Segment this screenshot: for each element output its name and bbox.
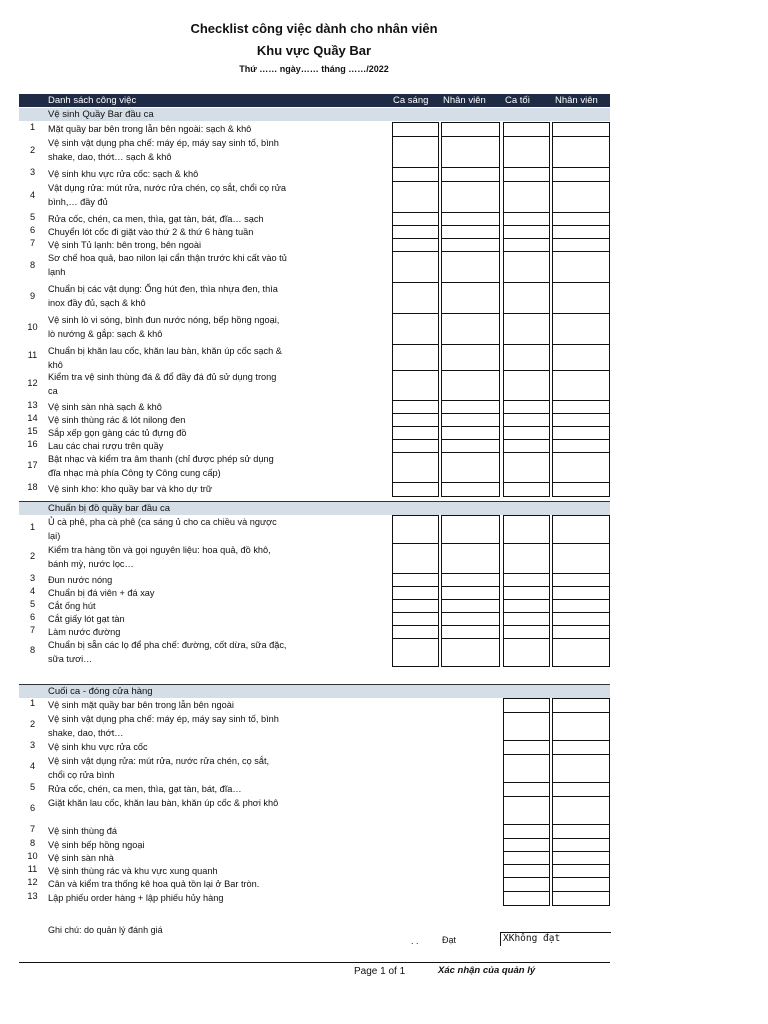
evening-staff-cell[interactable] (552, 452, 610, 483)
morning-staff-cell[interactable] (441, 543, 500, 574)
row-number: 2 (29, 551, 36, 561)
morning-check-cell[interactable] (392, 251, 439, 283)
evening-staff-cell[interactable] (552, 400, 610, 414)
morning-check-cell[interactable] (392, 515, 439, 544)
column-header-staff-evening: Nhân viên (555, 95, 598, 106)
row-number: 6 (29, 612, 36, 622)
morning-staff-cell[interactable] (441, 426, 500, 440)
evening-check-cell[interactable] (503, 864, 550, 878)
evening-staff-cell[interactable] (552, 238, 610, 252)
row-number: 3 (29, 740, 36, 750)
task-text: Rửa cốc, chén, ca men, thìa, gạt tàn, bát, đĩa… (48, 784, 242, 794)
date-line: Thứ …… ngày…… tháng ……/2022 (239, 64, 389, 74)
evening-check-cell[interactable] (503, 796, 550, 825)
evening-staff-cell[interactable] (552, 122, 610, 137)
row-number: 5 (29, 212, 36, 222)
row-number: 6 (29, 803, 36, 813)
table-row (19, 782, 610, 796)
row-number: 9 (29, 290, 36, 301)
evening-check-cell[interactable] (503, 122, 550, 137)
row-number: 11 (27, 350, 38, 360)
row-number: 7 (29, 824, 36, 834)
morning-staff-cell[interactable] (441, 344, 500, 371)
table-row (19, 573, 610, 586)
evening-staff-cell[interactable] (552, 282, 610, 314)
evening-check-cell[interactable] (503, 238, 550, 252)
table-row (19, 625, 610, 638)
evening-check-cell[interactable] (503, 712, 550, 741)
page-number: Page 1 of 1 (354, 966, 406, 977)
evening-staff-cell[interactable] (552, 612, 610, 626)
evening-check-cell[interactable] (503, 740, 550, 755)
morning-staff-cell[interactable] (441, 282, 500, 314)
evening-staff-cell[interactable] (552, 439, 610, 453)
task-text: Vệ sinh khu vực rửa cốc (48, 742, 148, 752)
table-row (19, 400, 610, 413)
row-number: 4 (29, 586, 36, 596)
morning-staff-cell[interactable] (441, 413, 500, 427)
evening-staff-cell[interactable] (552, 136, 610, 168)
task-text: Vệ sinh thùng đá (48, 826, 117, 836)
table-row (19, 313, 610, 344)
evening-staff-cell[interactable] (552, 638, 610, 667)
section-header (19, 108, 610, 121)
table-row (19, 698, 610, 712)
morning-staff-cell[interactable] (441, 439, 500, 453)
table-row (19, 122, 610, 136)
morning-check-cell[interactable] (392, 181, 439, 213)
table-row (19, 638, 610, 666)
evening-staff-cell[interactable] (552, 413, 610, 427)
evening-check-cell[interactable] (503, 413, 550, 427)
morning-staff-cell[interactable] (441, 625, 500, 639)
task-text: Chuyển lót cốc đi giặt vào thứ 2 & thứ 6 hàng tuần (48, 227, 254, 237)
task-text: Vệ sinh thùng rác & lót nilong đen (48, 415, 186, 425)
task-text: Chuẩn bị đá viên + đá xay (48, 588, 155, 598)
task-text: Sơ chế hoa quả, bao nilon lại cẩn thận trước khi cất vào tủ lạnh (48, 253, 287, 277)
task-text: Vệ sinh lò vi sóng, bình đun nước nóng, bếp hồng ngoại, lò nướng & gắp: sạch & khô (48, 315, 280, 339)
row-number: 10 (27, 851, 38, 861)
morning-staff-cell[interactable] (441, 238, 500, 252)
evening-staff-cell[interactable] (552, 573, 610, 587)
evening-staff-cell[interactable] (552, 225, 610, 239)
column-header-evening: Ca tối (505, 95, 530, 106)
morning-check-cell[interactable] (392, 282, 439, 314)
row-number: 4 (29, 189, 36, 200)
morning-check-cell[interactable] (392, 638, 439, 667)
morning-check-cell[interactable] (392, 136, 439, 168)
morning-check-cell[interactable] (392, 413, 439, 427)
evening-check-cell[interactable] (503, 891, 550, 906)
evening-staff-cell[interactable] (552, 877, 610, 892)
column-header-task: Danh sách công việc (48, 95, 137, 106)
evening-staff-cell[interactable] (552, 426, 610, 440)
row-number: 14 (27, 413, 38, 423)
morning-check-cell[interactable] (392, 122, 439, 137)
row-number: 7 (29, 625, 36, 635)
table-row (19, 796, 610, 824)
footer-dots: . . (411, 936, 419, 946)
evening-check-cell[interactable] (503, 638, 550, 667)
table-row (19, 426, 610, 439)
table-row (19, 612, 610, 625)
evening-staff-cell[interactable] (552, 543, 610, 574)
morning-staff-cell[interactable] (441, 515, 500, 544)
table-row (19, 181, 610, 212)
task-text: Vệ sinh bếp hồng ngoại (48, 840, 145, 850)
task-text: Kiểm tra hàng tồn và gọi nguyên liệu: hoa quả, đồ khô, bánh mỳ, nước lọc… (48, 545, 271, 569)
table-row (19, 712, 610, 740)
evening-check-cell[interactable] (503, 370, 550, 401)
row-number: 8 (29, 838, 36, 848)
section-header (19, 684, 610, 698)
evening-staff-cell[interactable] (552, 625, 610, 639)
manager-confirmation: Xác nhận của quản lý (438, 965, 536, 976)
row-number: 5 (29, 782, 36, 792)
table-row (19, 482, 610, 496)
evening-check-cell[interactable] (503, 400, 550, 414)
row-number: 3 (29, 167, 36, 177)
morning-check-cell[interactable] (392, 426, 439, 440)
morning-check-cell[interactable] (392, 225, 439, 239)
row-number: 2 (29, 144, 36, 155)
task-text: Lập phiếu order hàng + lập phiếu hủy hàng (48, 893, 224, 903)
morning-check-cell[interactable] (392, 370, 439, 401)
table-row (19, 225, 610, 238)
evening-check-cell[interactable] (503, 782, 550, 797)
evening-staff-cell[interactable] (552, 515, 610, 544)
evening-check-cell[interactable] (503, 426, 550, 440)
morning-staff-cell[interactable] (441, 181, 500, 213)
morning-staff-cell[interactable] (441, 136, 500, 168)
evening-check-cell[interactable] (503, 181, 550, 213)
evening-check-cell[interactable] (503, 586, 550, 600)
morning-staff-cell[interactable] (441, 212, 500, 226)
morning-staff-cell[interactable] (441, 313, 500, 345)
task-text: Vật dụng rửa: mút rửa, nước rửa chén, cọ sắt, chổi cọ rửa bình,… đầy đủ (48, 183, 286, 207)
evening-staff-cell[interactable] (552, 782, 610, 797)
evening-check-cell[interactable] (503, 599, 550, 613)
table-row (19, 824, 610, 838)
evening-check-cell[interactable] (503, 625, 550, 639)
row-number: 2 (29, 719, 36, 729)
table-row (19, 864, 610, 877)
evening-check-cell[interactable] (503, 573, 550, 587)
evening-staff-cell[interactable] (552, 851, 610, 865)
row-number: 12 (27, 877, 38, 887)
morning-check-cell[interactable] (392, 625, 439, 639)
table-row (19, 370, 610, 400)
row-number: 1 (29, 698, 36, 708)
table-row (19, 238, 610, 251)
morning-check-cell[interactable] (392, 212, 439, 226)
evening-staff-cell[interactable] (552, 864, 610, 878)
evening-staff-cell[interactable] (552, 212, 610, 226)
evening-staff-cell[interactable] (552, 167, 610, 182)
row-number: 3 (29, 573, 36, 583)
table-row (19, 282, 610, 313)
morning-staff-cell[interactable] (441, 586, 500, 600)
section-title: Chuẩn bị đồ quầy bar đầu ca (48, 503, 171, 514)
task-text: Vệ sinh vật dụng pha chế: máy ép, máy say sinh tố, bình shake, dao, thớt… (48, 714, 279, 738)
morning-check-cell[interactable] (392, 586, 439, 600)
table-header (19, 94, 610, 107)
evening-staff-cell[interactable] (552, 251, 610, 283)
morning-check-cell[interactable] (392, 344, 439, 371)
table-row (19, 439, 610, 452)
row-number: 8 (29, 259, 36, 270)
evening-check-cell[interactable] (503, 838, 550, 852)
row-number: 16 (27, 439, 38, 449)
morning-staff-cell[interactable] (441, 599, 500, 613)
morning-staff-cell[interactable] (441, 167, 500, 182)
evening-check-cell[interactable] (503, 452, 550, 483)
footer-note: Ghi chú: do quản lý đánh giá (48, 925, 163, 935)
evening-check-cell[interactable] (503, 439, 550, 453)
morning-staff-cell[interactable] (441, 573, 500, 587)
table-row (19, 413, 610, 426)
table-row (19, 740, 610, 754)
morning-staff-cell[interactable] (441, 612, 500, 626)
morning-check-cell[interactable] (392, 313, 439, 345)
morning-staff-cell[interactable] (441, 638, 500, 667)
evening-check-cell[interactable] (503, 877, 550, 892)
section-header (19, 501, 610, 515)
evening-staff-cell[interactable] (552, 838, 610, 852)
task-text: Mặt quầy bar bên trong lẫn bên ngoài: sạch & khô (48, 124, 252, 134)
page-title: Checklist công việc dành cho nhân viên (190, 21, 438, 36)
evening-staff-cell[interactable] (552, 599, 610, 613)
evening-check-cell[interactable] (503, 313, 550, 345)
evening-staff-cell[interactable] (552, 482, 610, 497)
morning-check-cell[interactable] (392, 167, 439, 182)
row-number: 15 (27, 426, 38, 436)
evening-staff-cell[interactable] (552, 370, 610, 401)
row-number: 5 (29, 599, 36, 609)
table-row (19, 167, 610, 181)
page-subtitle: Khu vực Quầy Bar (256, 43, 372, 58)
evening-check-cell[interactable] (503, 612, 550, 626)
morning-check-cell[interactable] (392, 482, 439, 497)
morning-staff-cell[interactable] (441, 370, 500, 401)
footer-rule (19, 962, 610, 963)
evening-check-cell[interactable] (503, 754, 550, 783)
row-number: 13 (27, 400, 38, 410)
column-header-staff-morning: Nhân viên (443, 95, 486, 106)
morning-staff-cell[interactable] (441, 452, 500, 483)
evening-staff-cell[interactable] (552, 824, 610, 839)
morning-check-cell[interactable] (392, 599, 439, 613)
evening-check-cell[interactable] (503, 824, 550, 839)
table-row (19, 891, 610, 905)
table-row (19, 838, 610, 851)
morning-check-cell[interactable] (392, 238, 439, 252)
table-row (19, 543, 610, 573)
table-row (19, 251, 610, 282)
evening-check-cell[interactable] (503, 225, 550, 239)
task-text: Chuẩn bị các vật dụng: Ống hút đen, thìa nhựa đen, thìa inox đầy đủ, sạch & khô (48, 284, 278, 308)
task-text: Cắt giấy lót gạt tàn (48, 614, 125, 624)
evening-staff-cell[interactable] (552, 181, 610, 213)
morning-check-cell[interactable] (392, 452, 439, 483)
section-title: Vệ sinh Quầy Bar đầu ca (48, 109, 154, 120)
task-text: Vệ sinh vật dụng pha chế: máy ép, máy say sinh tố, bình shake, dao, thớt… sạch & khô (48, 138, 279, 162)
evening-check-cell[interactable] (503, 167, 550, 182)
row-number: 6 (29, 225, 36, 235)
column-header-morning: Ca sáng (393, 95, 429, 106)
morning-staff-cell[interactable] (441, 400, 500, 414)
table-row (19, 344, 610, 370)
task-text: Chuẩn bị sẵn các lọ để pha chế: đường, cốt dừa, sữa đặc, sữa tươi… (48, 640, 287, 664)
row-number: 8 (29, 645, 36, 655)
pass-label: Đạt (442, 935, 457, 945)
evening-check-cell[interactable] (503, 482, 550, 497)
row-number: 1 (29, 122, 36, 132)
task-text: Đun nước nóng (48, 575, 113, 585)
row-number: 17 (27, 460, 38, 470)
task-text: Làm nước đường (48, 627, 121, 637)
row-number: 10 (27, 321, 38, 332)
row-number: 11 (27, 864, 38, 874)
fail-label: XKhông đạt (503, 933, 561, 944)
row-number: 7 (29, 238, 36, 248)
morning-check-cell[interactable] (392, 400, 439, 414)
row-number: 13 (27, 891, 38, 901)
evening-staff-cell[interactable] (552, 313, 610, 345)
table-row (19, 515, 610, 543)
table-row (19, 754, 610, 782)
task-text: Vệ sinh khu vực rửa cốc: sạch & khô (48, 169, 199, 179)
evening-check-cell[interactable] (503, 282, 550, 314)
task-text: Kiểm tra vệ sinh thùng đá & đổ đầy đá đủ sử dụng trong ca (48, 372, 277, 396)
task-text: Vệ sinh Tủ lạnh: bên trong, bên ngoài (48, 240, 202, 250)
evening-staff-cell[interactable] (552, 891, 610, 906)
task-text: Vệ sinh sàn nhà (48, 853, 114, 863)
morning-staff-cell[interactable] (441, 122, 500, 137)
task-text: Vệ sinh kho: kho quầy bar và kho dự trữ (48, 484, 212, 494)
evening-staff-cell[interactable] (552, 698, 610, 713)
table-row (19, 586, 610, 599)
task-text: Giặt khăn lau cốc, khăn lau bàn, khăn úp cốc & phơi khô (48, 798, 279, 808)
evening-check-cell[interactable] (503, 136, 550, 168)
evening-check-cell[interactable] (503, 698, 550, 713)
row-number: 1 (29, 522, 36, 532)
evening-check-cell[interactable] (503, 344, 550, 371)
table-row (19, 452, 610, 482)
task-text: Lau các chai rượu trên quầy (48, 441, 164, 451)
task-text: Chuẩn bị khăn lau cốc, khăn lau bàn, khăn úp cốc sạch & khô (48, 346, 282, 370)
evening-check-cell[interactable] (503, 251, 550, 283)
evening-staff-cell[interactable] (552, 754, 610, 783)
evening-staff-cell[interactable] (552, 796, 610, 825)
morning-check-cell[interactable] (392, 439, 439, 453)
morning-staff-cell[interactable] (441, 225, 500, 239)
task-text: Bật nhạc và kiểm tra âm thanh (chỉ được phép sử dụng đĩa nhạc mà phía Công ty Công cung cấp) (48, 454, 274, 478)
evening-staff-cell[interactable] (552, 586, 610, 600)
morning-staff-cell[interactable] (441, 251, 500, 283)
morning-check-cell[interactable] (392, 543, 439, 574)
task-text: Vệ sinh mặt quầy bar bên trong lẫn bên ngoài (48, 700, 234, 710)
task-text: Cắt ống hút (48, 601, 96, 611)
evening-check-cell[interactable] (503, 851, 550, 865)
table-row (19, 212, 610, 225)
morning-staff-cell[interactable] (441, 482, 500, 497)
task-text: Cân và kiểm tra thống kê hoa quả tồn lại ở Bar tròn. (48, 879, 260, 889)
evening-staff-cell[interactable] (552, 344, 610, 371)
morning-check-cell[interactable] (392, 612, 439, 626)
task-text: Ủ cà phê, pha cà phê (ca sáng ủ cho ca chiều và ngược lại) (48, 517, 277, 541)
table-row (19, 877, 610, 891)
table-row (19, 136, 610, 167)
task-text: Vệ sinh sàn nhà sạch & khô (48, 402, 162, 412)
evening-staff-cell[interactable] (552, 740, 610, 755)
task-text: Vệ sinh vật dụng rửa: mút rửa, nước rửa chén, cọ sắt, chổi cọ rửa bình (48, 756, 270, 780)
evening-check-cell[interactable] (503, 515, 550, 544)
morning-check-cell[interactable] (392, 573, 439, 587)
task-text: Rửa cốc, chén, ca men, thìa, gạt tàn, bát, đĩa… sạch (48, 214, 264, 224)
section-title: Cuối ca - đóng cửa hàng (48, 686, 153, 697)
evening-check-cell[interactable] (503, 543, 550, 574)
row-number: 12 (27, 378, 38, 388)
task-text: Sắp xếp gọn gàng các tủ đựng đồ (48, 428, 187, 438)
table-row (19, 599, 610, 612)
row-number: 18 (27, 482, 38, 492)
task-text: Vệ sinh thùng rác và khu vực xung quanh (48, 866, 218, 876)
evening-check-cell[interactable] (503, 212, 550, 226)
table-row (19, 851, 610, 864)
row-number: 4 (29, 761, 36, 771)
evening-staff-cell[interactable] (552, 712, 610, 741)
